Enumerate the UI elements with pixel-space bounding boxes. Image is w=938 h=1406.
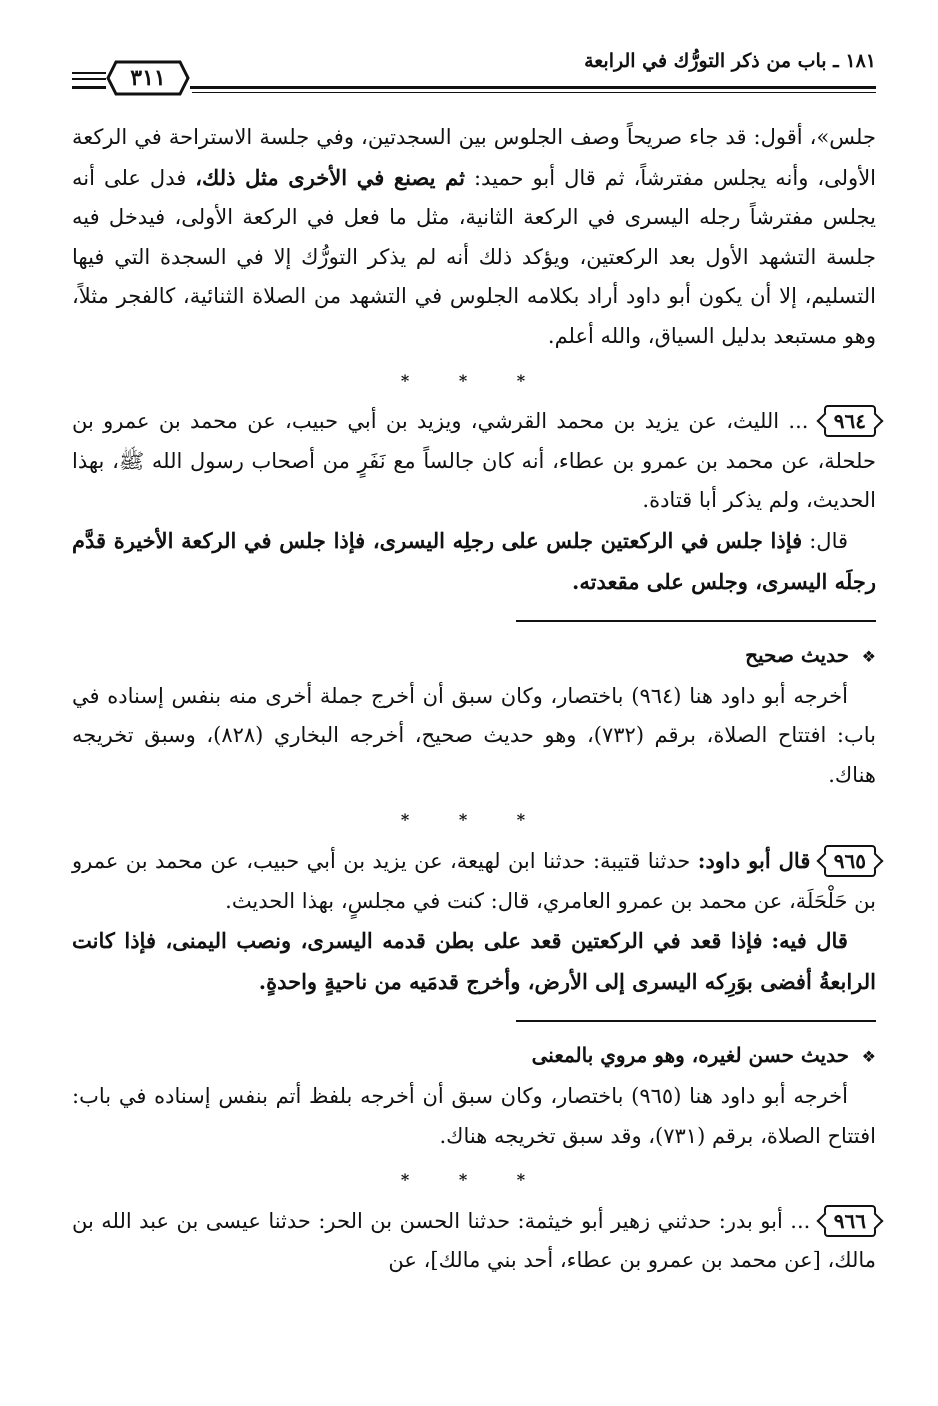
hadith-number-badge: ٩٦٦	[824, 1205, 876, 1237]
intro-text-1: جلس»، أقول: قد جاء صريحاً وصف الجلوس بين السجدتين، وفي جلسة الاستراحة في الركعة الأولى، وأنه يجلس مفترشاً، ثم قال أبو حميد:	[72, 125, 877, 190]
hadith-966-isnad: ... أبو بدر: حدثني زهير أبو خيثمة: حدثنا الحسن بن الحر: حدثنا عيسى بن عبد الله بن مالك، [عن محمد بن عمرو بن عطاء، أحد بني مالك]، عن	[72, 1208, 876, 1273]
hadith-964-matn-paragraph	[72, 521, 876, 602]
hadith-964-matn: فإذا جلس في الركعتين جلس على رجلِه اليسرى، فإذا جلس في الركعة الأخيرة قدَّم رجلَه اليسرى، وجلس على مقعدته.	[72, 527, 876, 594]
header-rule-thin	[192, 92, 876, 93]
page-body	[72, 118, 876, 1281]
footnote-divider	[516, 620, 876, 622]
intro-bold-quote: ثم يصنع في الأخرى مثل ذلك،	[195, 164, 465, 190]
grade-965-label: حديث حسن لغيره، وهو مروي بالمعنى	[531, 1043, 849, 1068]
grade-marker-icon: ❖	[861, 1047, 876, 1067]
hadith-965-isnad: حدثنا قتيبة: حدثنا ابن لهيعة، عن يزيد بن أبي حبيب، عن محمد بن عمرو بن حَلْحَلَة، عن محمد بن عمرو العامري، قال: كنت في مجلسٍ، بهذا الحديث.	[72, 849, 876, 913]
grade-965	[72, 1036, 876, 1077]
hadith-964-isnad: ... الليث، عن يزيد بن محمد القرشي، ويزيد بن أبي حبيب، عن محمد بن عمرو بن حلحلة، عن محمد بن عمرو بن عطاء، أنه كان جالساً مع نَفَرٍ من أصحاب رسول الله ﷺ، بهذا الحديث، ولم يذكر أبا قتادة.	[72, 409, 876, 513]
grade-964-label: حديث صحيح	[745, 643, 849, 668]
hadith-965-matn-paragraph	[72, 921, 876, 1002]
section-separator: * * *	[400, 1170, 548, 1190]
intro-text-2: فدل على أنه يجلس مفترشاً رجله اليسرى في الركعة الثانية، مثل ما فعل في الركعة الأولى، فيدخل فيه جلسة التشهد الأول بعد الركعتين، ويؤكد ذلك أنه لم يذكر التورُّك إلا في السجدة التي فيها التسليم، إلا أن يكون أبو داود أراد بكلامه الجلوس في التشهد من الصلاة الثنائية، كالفجر مثلاً، وهو مستبعد بدليل السياق، والله أعلم.	[72, 165, 876, 348]
section-separator: * * *	[400, 809, 548, 829]
hadith-965-matn: فإذا قعد في الركعتين قعد على بطن قدمه اليسرى، ونصب اليمنى، فإذا كانت الرابعةُ أفضى بوَرِكه اليسرى إلى الأرض، وأخرج قدمَيه من ناحيةٍ واحدةٍ.	[72, 928, 876, 994]
hadith-965	[72, 841, 876, 921]
hadith-966	[72, 1202, 876, 1281]
header-rule	[72, 86, 876, 89]
grade-965-takhrij: أخرجه أبو داود هنا (٩٦٥) باختصار، وكان سبق أن أخرجه بلفظ أتم بنفس إسناده في باب: افتتاح الصلاة، برقم (٧٣١)، وقد سبق تخريجه هناك.	[72, 1084, 876, 1148]
page-header	[72, 42, 876, 100]
hadith-965-lead: قال أبو داود:	[697, 848, 811, 874]
section-separator: * * *	[400, 370, 548, 390]
hadith-965-qala: قال فيه:	[771, 928, 848, 954]
page-number: ٣١١	[130, 65, 166, 91]
header-ornament	[72, 72, 106, 84]
intro-paragraph	[72, 118, 876, 357]
hadith-964	[72, 402, 876, 521]
hadith-number-badge: ٩٦٤	[824, 405, 876, 437]
hadith-964-qala: قال:	[809, 528, 849, 553]
footnote-divider	[516, 1020, 876, 1022]
grade-964-takhrij: أخرجه أبو داود هنا (٩٦٤) باختصار، وكان سبق أن أخرج جملة أخرى منه بنفس إسناده في باب: افتتاح الصلاة، برقم (٧٣٢)، وهو حديث صحيح، أخرجه البخاري (٨٢٨)، وسبق تخريجه هناك.	[72, 683, 876, 787]
grade-marker-icon: ❖	[861, 647, 876, 667]
hadith-number-badge: ٩٦٥	[824, 845, 876, 877]
page-number-box	[106, 58, 190, 98]
grade-964	[72, 636, 876, 677]
chapter-title: ١٨١ ـ باب من ذكر التورُّك في الرابعة	[584, 50, 876, 72]
